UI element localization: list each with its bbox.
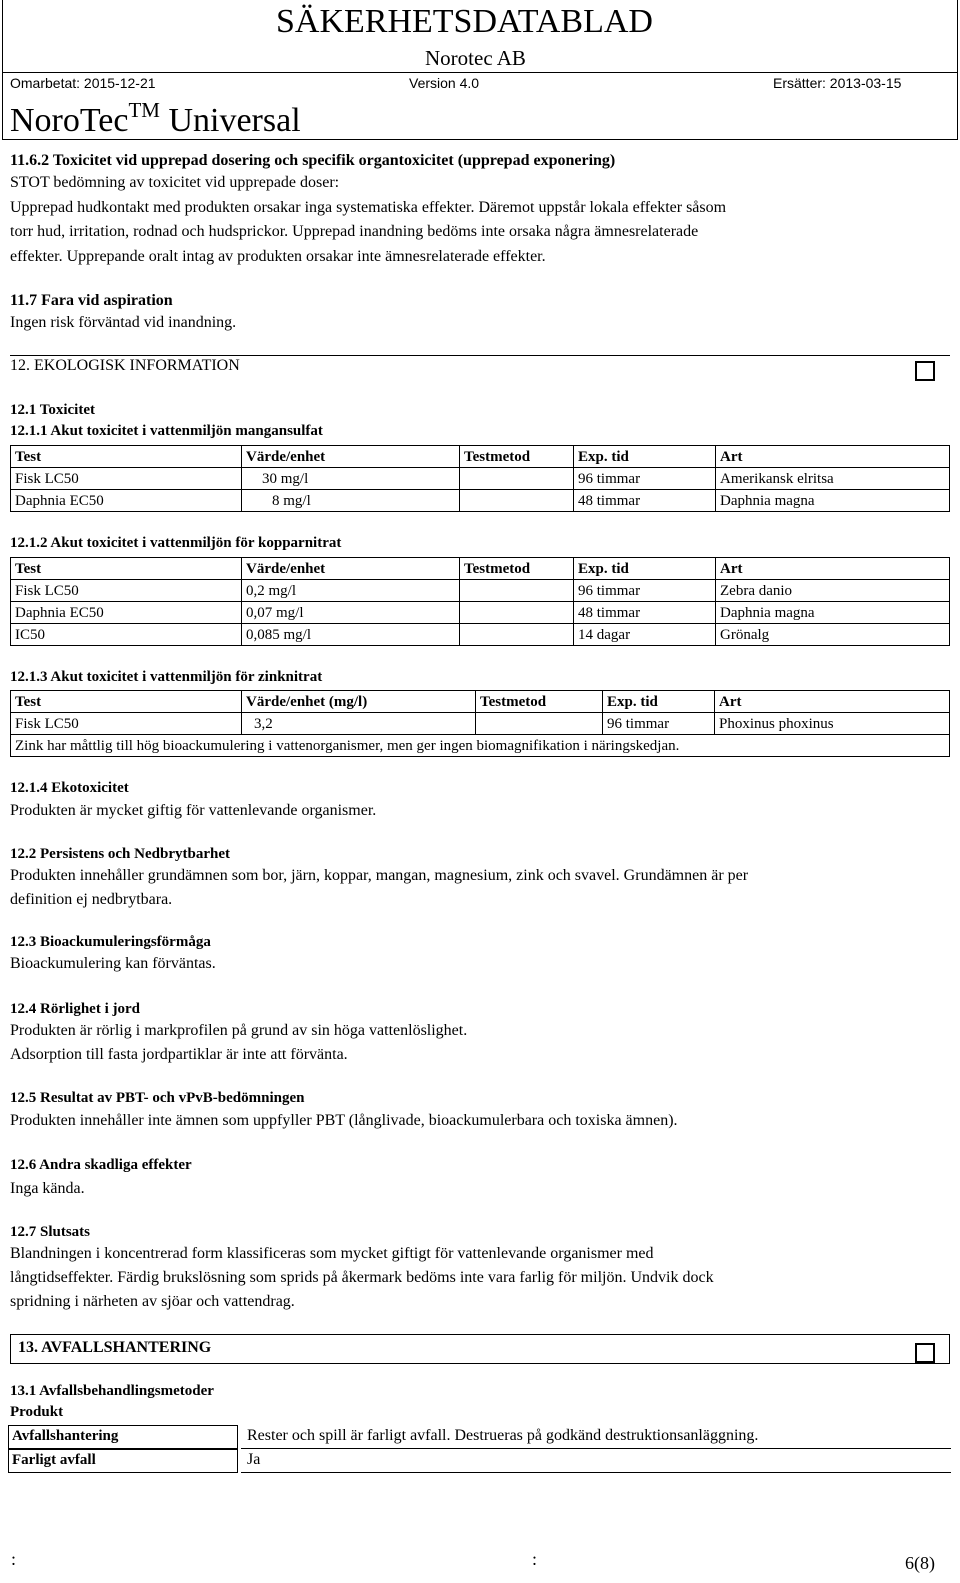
table-zinknitrat: [10, 690, 950, 757]
col-header: Test: [11, 446, 242, 468]
footer-colon: :: [532, 1549, 538, 1569]
col-header: Exp. tid: [603, 691, 715, 713]
document-title: SÄKERHETSDATABLAD: [276, 3, 653, 40]
col-header: Art: [716, 446, 950, 468]
cell: 14 dagar: [574, 624, 716, 646]
s13-1-heading: 13.1 Avfallsbehandlingsmetoder: [10, 1383, 214, 1399]
waste-row-label: Farligt avfall: [12, 1452, 96, 1468]
cell: [460, 490, 574, 512]
section-12-checkbox[interactable]: [915, 361, 935, 381]
cell: 96 timmar: [603, 713, 715, 735]
s12-4-text: Adsorption till fasta jordpartiklar är inte att förvänta.: [10, 1046, 348, 1063]
section-12-title: 12. EKOLOGISK INFORMATION: [10, 357, 240, 374]
col-header: Exp. tid: [574, 558, 716, 580]
s12-7-text: Blandningen i koncentrerad form klassificeras som mycket giftigt för vattenlevande organismer med: [10, 1245, 654, 1262]
col-header: Värde/enhet: [242, 558, 460, 580]
table-header-row: [11, 691, 950, 713]
s11-6-2-line: torr hud, irritation, rodnad och hudsprickor. Upprepad inandning bedöms inte orsaka några ämnesrelaterade: [10, 223, 699, 240]
table-header-row: [11, 558, 950, 580]
s12-1-heading: 12.1 Toxicitet: [10, 402, 95, 418]
s12-5-heading: 12.5 Resultat av PBT- och vPvB-bedömningen: [10, 1090, 305, 1106]
s12-2-text: definition ej nedbrytbara.: [10, 891, 173, 908]
s12-1-3-heading: 12.1.3 Akut toxicitet i vattenmiljön för zinknitrat: [10, 669, 323, 685]
s11-6-2-line: STOT bedömning av toxicitet vid upprepade doser:: [10, 174, 340, 191]
company-name: Norotec AB: [425, 46, 526, 70]
table-mangansulfat: [10, 445, 950, 512]
table-row: [11, 602, 950, 624]
cell: 48 timmar: [574, 490, 716, 512]
cell: Daphnia magna: [716, 490, 950, 512]
cell: 96 timmar: [574, 580, 716, 602]
section-12-rule: [10, 355, 950, 356]
s12-3-text: Bioackumulering kan förväntas.: [10, 955, 216, 972]
table-row: [11, 713, 950, 735]
table-header-row: [11, 446, 950, 468]
table-row: [11, 624, 950, 646]
cell: 3,2: [242, 713, 476, 735]
product-name-suffix: Universal: [168, 102, 301, 139]
trademark: TM: [128, 98, 160, 122]
cell: 8 mg/l: [242, 490, 460, 512]
col-header: Värde/enhet: [242, 446, 460, 468]
waste-row-value: Rester och spill är farligt avfall. Destrueras på godkänd destruktionsanläggning.: [247, 1427, 759, 1444]
product-name: [10, 90, 301, 141]
cell: Fisk LC50: [11, 468, 242, 490]
s11-7-text: Ingen risk förväntad vid inandning.: [10, 314, 237, 331]
col-header: Testmetod: [460, 446, 574, 468]
cell: Phoxinus phoxinus: [715, 713, 950, 735]
cell: Daphnia magna: [716, 602, 950, 624]
cell: IC50: [11, 624, 242, 646]
col-header: Test: [11, 691, 242, 713]
section-13-title: 13. AVFALLSHANTERING: [18, 1339, 212, 1356]
s12-3-heading: 12.3 Bioackumuleringsförmåga: [10, 934, 211, 950]
version: Version 4.0: [409, 75, 480, 91]
col-header: Testmetod: [460, 558, 574, 580]
s12-1-4-text: Produkten är mycket giftig för vattenlevande organismer.: [10, 802, 377, 819]
s12-1-2-heading: 12.1.2 Akut toxicitet i vattenmiljön för kopparnitrat: [10, 535, 342, 551]
s11-6-2-line: Upprepad hudkontakt med produkten orsakar inga systematiska effekter. Däremot uppstår lokala effekter såsom: [10, 199, 727, 216]
cell: [460, 602, 574, 624]
s12-4-heading: 12.4 Rörlighet i jord: [10, 1001, 140, 1017]
page-number: 6(8): [905, 1553, 935, 1573]
s13-produkt-label: Produkt: [10, 1404, 64, 1420]
waste-value-underline: [241, 1472, 951, 1473]
cell: 96 timmar: [574, 468, 716, 490]
cell: 0,2 mg/l: [242, 580, 460, 602]
col-header: Värde/enhet (mg/l): [242, 691, 476, 713]
header-divider: [2, 72, 958, 73]
s12-7-heading: 12.7 Slutsats: [10, 1224, 91, 1240]
s12-1-1-heading: 12.1.1 Akut toxicitet i vattenmiljön mangansulfat: [10, 423, 323, 439]
replaces-date: Ersätter: 2013-03-15: [773, 75, 902, 91]
col-header: Testmetod: [476, 691, 603, 713]
cell: [460, 468, 574, 490]
cell: [460, 624, 574, 646]
cell: [476, 713, 603, 735]
s12-1-4-heading: 12.1.4 Ekotoxicitet: [10, 780, 129, 796]
table-note: Zink har måttlig till hög bioackumulering i vattenorganismer, men ger ingen biomagnifikation i näringskedjan.: [11, 735, 950, 757]
table-note-row: [11, 735, 950, 757]
cell: Grönalg: [716, 624, 950, 646]
cell: 30 mg/l: [242, 468, 460, 490]
col-header: Art: [716, 558, 950, 580]
cell: Zebra danio: [716, 580, 950, 602]
cell: Amerikansk elritsa: [716, 468, 950, 490]
s11-6-2-heading: 11.6.2 Toxicitet vid upprepad dosering och specifik organtoxicitet (upprepad exponering): [10, 152, 616, 169]
s12-2-text: Produkten innehåller grundämnen som bor, järn, koppar, mangan, magnesium, zink och svavel. Grundämnen är per: [10, 867, 749, 884]
s11-7-heading: 11.7 Fara vid aspiration: [10, 292, 173, 309]
cell: 48 timmar: [574, 602, 716, 624]
cell: Fisk LC50: [11, 713, 242, 735]
table-kopparnitrat: [10, 557, 950, 646]
waste-value-underline: [241, 1448, 951, 1449]
cell: Daphnia EC50: [11, 490, 242, 512]
revised-date: Omarbetat: 2015-12-21: [10, 75, 156, 91]
table-row: [11, 468, 950, 490]
s12-2-heading: 12.2 Persistens och Nedbrytbarhet: [10, 846, 230, 862]
table-row: [11, 490, 950, 512]
cell: [460, 580, 574, 602]
waste-row-label: Avfallshantering: [12, 1428, 119, 1444]
col-header: Test: [11, 558, 242, 580]
s12-7-text: spridning i närheten av sjöar och vattendrag.: [10, 1293, 295, 1310]
footer-colon: :: [11, 1549, 17, 1569]
table-row: [11, 580, 950, 602]
cell: Daphnia EC50: [11, 602, 242, 624]
s12-5-text: Produkten innehåller inte ämnen som uppfyller PBT (långlivade, bioackumulerbara och toxiska ämnen).: [10, 1112, 678, 1129]
s12-6-heading: 12.6 Andra skadliga effekter: [10, 1157, 192, 1173]
s11-6-2-line: effekter. Upprepande oralt intag av produkten orsakar inte ämnesrelaterade effekter.: [10, 248, 546, 265]
s12-6-text: Inga kända.: [10, 1180, 85, 1197]
waste-row-value: Ja: [247, 1451, 261, 1468]
col-header: Exp. tid: [574, 446, 716, 468]
product-name-main: NoroTec: [10, 102, 129, 139]
cell: 0,085 mg/l: [242, 624, 460, 646]
section-13-checkbox[interactable]: [915, 1343, 935, 1363]
s12-7-text: långtidseffekter. Färdig brukslösning som sprids på åkermark bedöms inte vara farlig för miljön. Undvik dock: [10, 1269, 714, 1286]
cell: 0,07 mg/l: [242, 602, 460, 624]
cell: Fisk LC50: [11, 580, 242, 602]
col-header: Art: [715, 691, 950, 713]
s12-4-text: Produkten är rörlig i markprofilen på grund av sin höga vattenlöslighet.: [10, 1022, 468, 1039]
